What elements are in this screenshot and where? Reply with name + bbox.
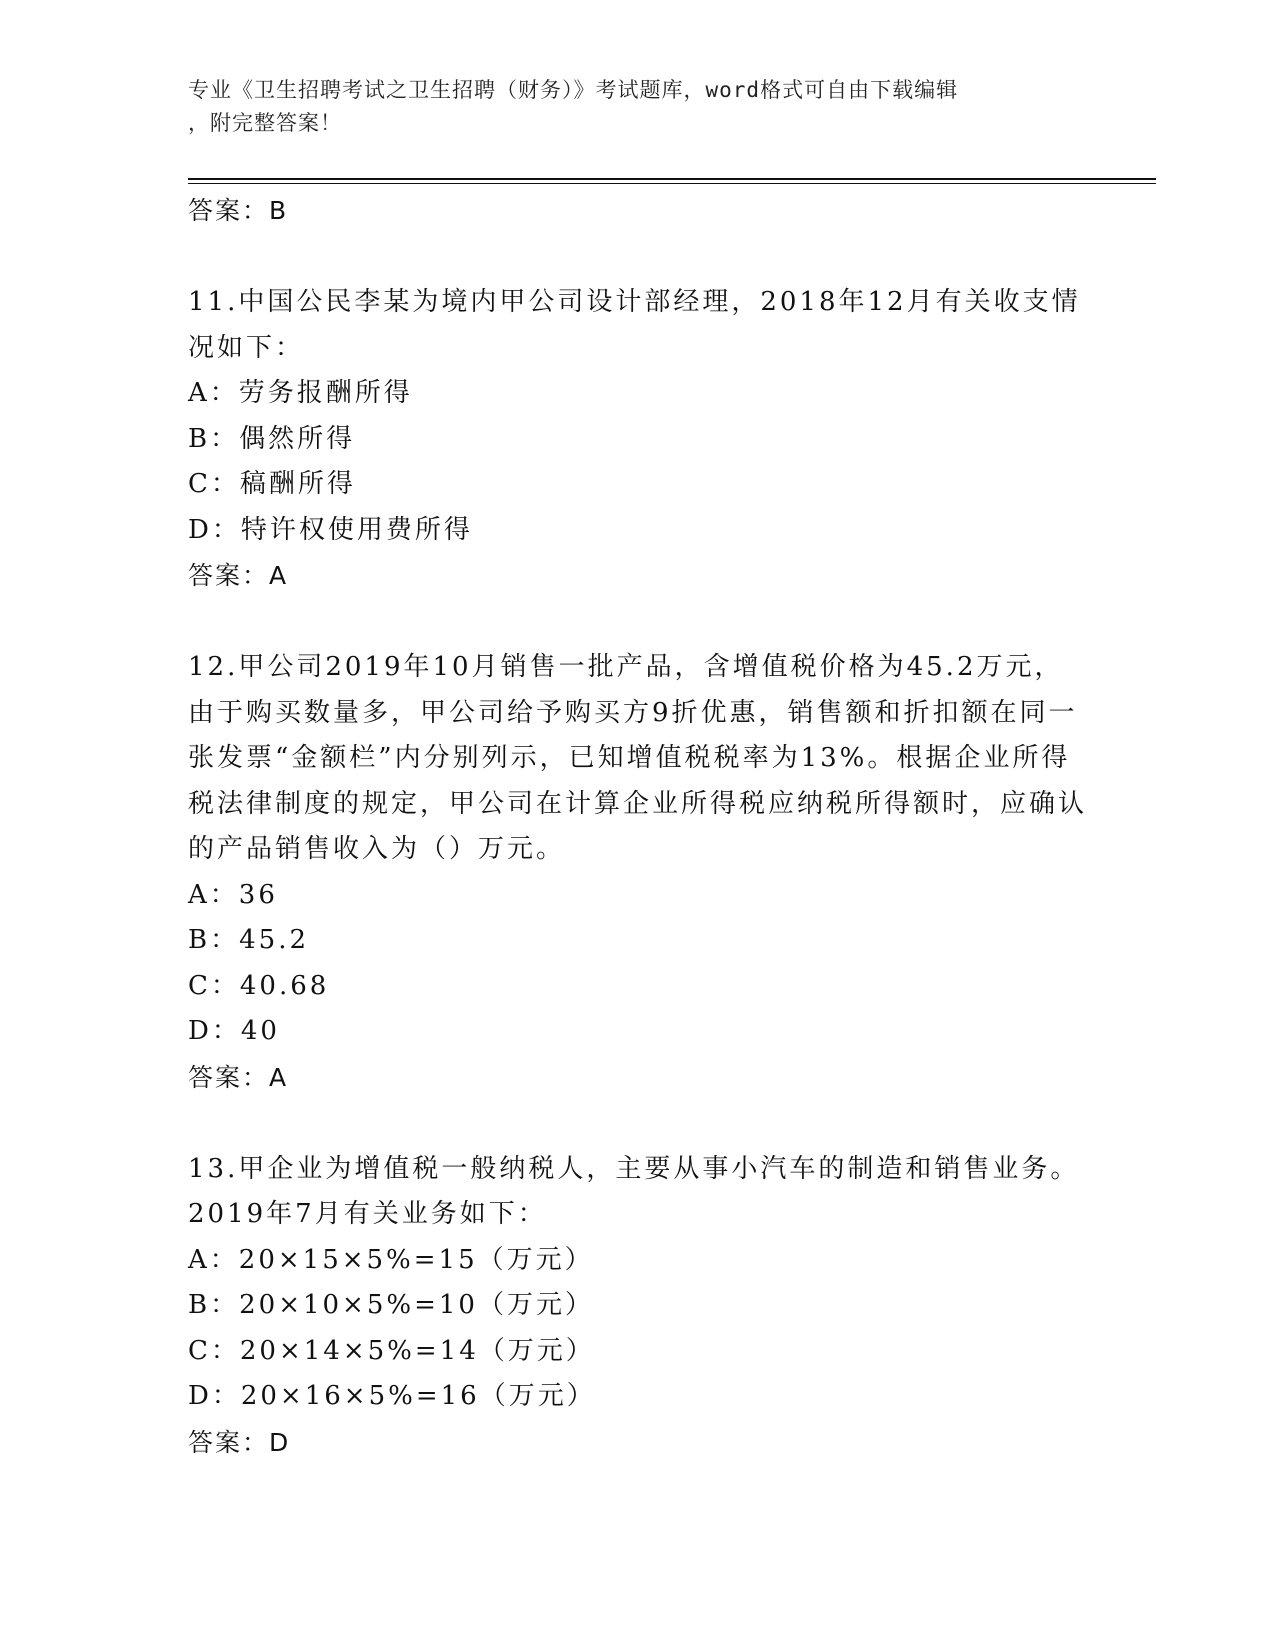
option-a: A：20×15×5%=15（万元） [188,1244,594,1275]
option-a: A：劳务报酬所得 [188,378,413,408]
answer-line: 答案：D [188,1427,291,1457]
question-text: 12.甲公司2019年10月销售一批产品，含增值税价格为45.2万元，由于购买数量多，甲公司给予购买方9折优惠，销售额和折扣额在同一张发票“金额栏”内分别列示，已知增值税税率为13%。根据企业所得税法律制度的规定，甲公司在计算企业所得税应纳税所得额时，应确认的产品销售收入为（）万元。 [188,652,1088,864]
option-c: C：20×14×5%=14（万元） [188,1335,595,1366]
header-divider [188,178,1156,180]
question-block [188,280,1088,599]
header-line-2: ，附完整答案！ [188,111,342,135]
option-b: B：偶然所得 [188,423,356,454]
question-text: 13.甲企业为增值税一般纳税人，主要从事小汽车的制造和销售业务。2019年7月有关业务如下： [188,1153,1080,1229]
header-divider-thin [188,183,1156,184]
document-header [188,74,1068,140]
question-list [188,188,1088,1466]
answer-line: 答案：A [188,1062,289,1092]
option-c: C：稿酬所得 [188,469,356,499]
question-block [188,645,1088,1101]
header-line-1: 专业《卫生招聘考试之卫生招聘（财务）》考试题库，word格式可自由下载编辑 [188,78,959,102]
option-c: C：40.68 [188,970,330,1001]
option-b: B：20×10×5%=10（万元） [188,1290,594,1320]
question-text: 11.中国公民李某为境内甲公司设计部经理，2018年12月有关收支情况如下： [188,287,1081,363]
option-d: D：20×16×5%=16（万元） [188,1381,596,1411]
question-block [188,1147,1088,1466]
option-d: D：40 [188,1016,280,1046]
answer-line: 答案：B [188,196,289,225]
answer-line: 答案：A [188,561,289,590]
option-b: B：45.2 [188,925,309,955]
option-d: D：特许权使用费所得 [188,514,473,545]
option-a: A：36 [188,879,278,910]
